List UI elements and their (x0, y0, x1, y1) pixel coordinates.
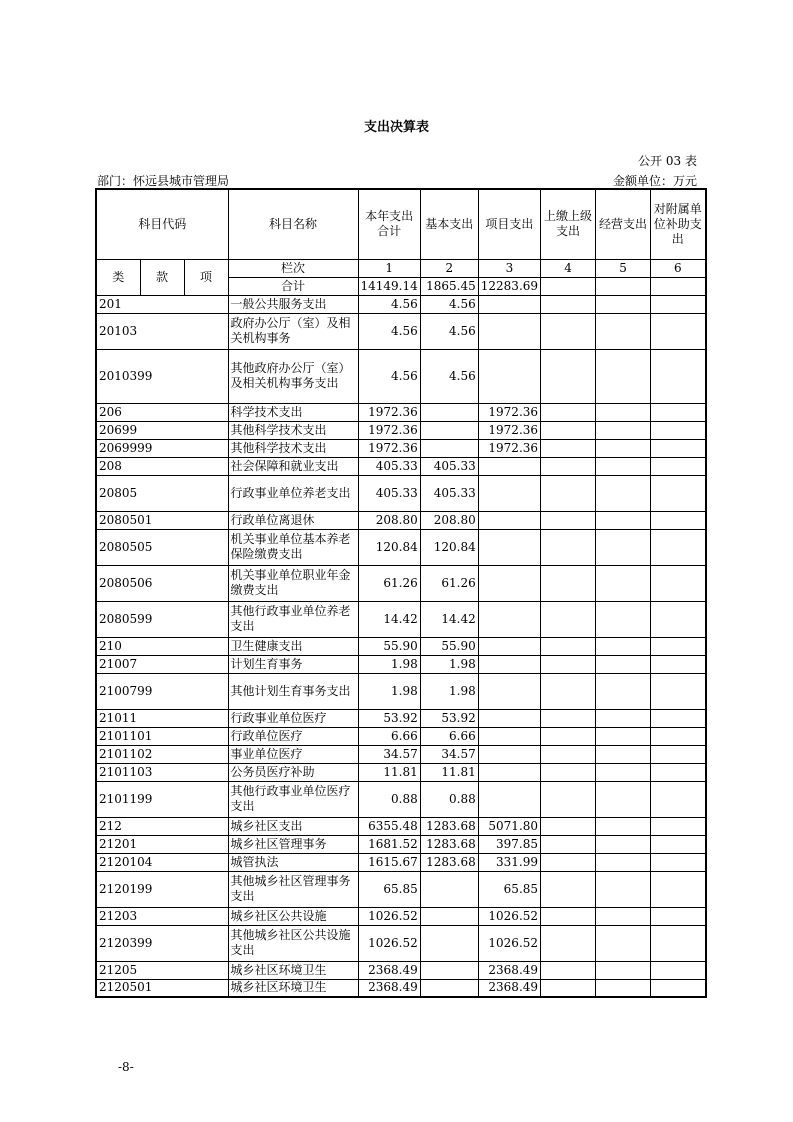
row-name: 卫生健康支出 (228, 637, 358, 655)
row-name: 城乡社区公共设施 (228, 907, 358, 925)
table-row (96, 817, 706, 835)
row-code: 21205 (96, 961, 228, 979)
row-project (478, 637, 540, 655)
row-business (596, 295, 651, 313)
row-name: 社会保障和就业支出 (228, 457, 358, 475)
row-basic: 61.26 (420, 565, 478, 601)
table-row (96, 295, 706, 313)
row-business (596, 457, 651, 475)
table-row (96, 403, 706, 421)
row-basic (420, 979, 478, 997)
row-upper (541, 781, 596, 817)
row-name: 一般公共服务支出 (228, 295, 358, 313)
row-basic: 0.88 (420, 781, 478, 817)
row-business (596, 853, 651, 871)
row-code: 2080505 (96, 529, 228, 565)
row-subsidy (651, 529, 706, 565)
table-row (96, 853, 706, 871)
table-row (96, 835, 706, 853)
form-code: 公开 03 表 (638, 154, 697, 168)
row-upper (541, 655, 596, 673)
row-upper (541, 979, 596, 997)
row-business (596, 313, 651, 349)
row-name: 其他计划生育事务支出 (228, 673, 358, 709)
row-upper (541, 457, 596, 475)
table-row (96, 637, 706, 655)
row-total: 2368.49 (358, 979, 420, 997)
row-total: 1026.52 (358, 907, 420, 925)
row-code: 20805 (96, 475, 228, 511)
row-total: 4.56 (358, 313, 420, 349)
row-basic (420, 907, 478, 925)
row-upper (541, 295, 596, 313)
row-project (478, 295, 540, 313)
table-row (96, 439, 706, 457)
table-row (96, 349, 706, 403)
row-project: 1972.36 (478, 421, 540, 439)
row-upper (541, 835, 596, 853)
row-upper (541, 475, 596, 511)
row-project: 1026.52 (478, 925, 540, 961)
row-basic (420, 421, 478, 439)
row-subsidy (651, 655, 706, 673)
row-total: 6.66 (358, 727, 420, 745)
row-business (596, 871, 651, 907)
row-subsidy (651, 907, 706, 925)
row-business (596, 349, 651, 403)
header-column-no: 栏次 (228, 259, 358, 277)
row-project (478, 745, 540, 763)
row-total: 1972.36 (358, 403, 420, 421)
row-subsidy (651, 349, 706, 403)
row-business (596, 961, 651, 979)
row-code: 2100799 (96, 673, 228, 709)
row-total: 1972.36 (358, 439, 420, 457)
header-basic: 基本支出 (420, 189, 478, 259)
row-project (478, 781, 540, 817)
row-basic (420, 871, 478, 907)
row-name: 行政单位离退休 (228, 511, 358, 529)
row-business (596, 817, 651, 835)
header-lei: 类 (96, 259, 140, 295)
row-subsidy (651, 601, 706, 637)
row-code: 2120199 (96, 871, 228, 907)
row-project: 1972.36 (478, 403, 540, 421)
row-project: 331.99 (478, 853, 540, 871)
row-subsidy (651, 709, 706, 727)
row-code: 21007 (96, 655, 228, 673)
header-subject-code: 科目代码 (96, 189, 228, 259)
row-code: 210 (96, 637, 228, 655)
row-business (596, 655, 651, 673)
row-total: 4.56 (358, 349, 420, 403)
row-subsidy (651, 295, 706, 313)
row-code: 2101103 (96, 763, 228, 781)
row-total: 65.85 (358, 871, 420, 907)
row-name: 城乡社区管理事务 (228, 835, 358, 853)
row-total: 1026.52 (358, 925, 420, 961)
row-name: 科学技术支出 (228, 403, 358, 421)
row-business (596, 565, 651, 601)
table-row (96, 565, 706, 601)
row-total: 1.98 (358, 655, 420, 673)
row-business (596, 925, 651, 961)
total-row-subsidy (651, 277, 706, 295)
row-upper (541, 925, 596, 961)
row-total: 1972.36 (358, 421, 420, 439)
row-total: 4.56 (358, 295, 420, 313)
row-basic: 4.56 (420, 349, 478, 403)
row-basic: 1283.68 (420, 853, 478, 871)
row-code: 2101101 (96, 727, 228, 745)
row-upper (541, 403, 596, 421)
row-total: 6355.48 (358, 817, 420, 835)
unit-label: 金额单位：万元 (612, 174, 697, 188)
row-basic: 53.92 (420, 709, 478, 727)
row-upper (541, 709, 596, 727)
row-upper (541, 673, 596, 709)
row-upper (541, 637, 596, 655)
row-code: 2080506 (96, 565, 228, 601)
row-project (478, 475, 540, 511)
row-business (596, 727, 651, 745)
row-total: 0.88 (358, 781, 420, 817)
row-total: 1.98 (358, 673, 420, 709)
row-business (596, 709, 651, 727)
row-business (596, 763, 651, 781)
row-business (596, 907, 651, 925)
row-basic: 34.57 (420, 745, 478, 763)
row-code: 2120104 (96, 853, 228, 871)
row-total: 405.33 (358, 457, 420, 475)
row-project: 2368.49 (478, 961, 540, 979)
row-upper (541, 565, 596, 601)
row-upper (541, 511, 596, 529)
header-upper: 上缴上级支出 (541, 189, 596, 259)
row-code: 21011 (96, 709, 228, 727)
row-project (478, 511, 540, 529)
row-subsidy (651, 871, 706, 907)
total-row-upper (541, 277, 596, 295)
row-project (478, 601, 540, 637)
row-subsidy (651, 565, 706, 601)
row-name: 其他政府办公厅（室）及相关机构事务支出 (228, 349, 358, 403)
row-project (478, 655, 540, 673)
row-project: 397.85 (478, 835, 540, 853)
row-basic: 1283.68 (420, 835, 478, 853)
row-upper (541, 853, 596, 871)
row-name: 城乡社区支出 (228, 817, 358, 835)
table-row (96, 529, 706, 565)
row-name: 行政事业单位医疗 (228, 709, 358, 727)
row-basic: 405.33 (420, 475, 478, 511)
row-basic: 1.98 (420, 673, 478, 709)
row-project (478, 565, 540, 601)
row-total: 34.57 (358, 745, 420, 763)
row-name: 其他科学技术支出 (228, 421, 358, 439)
row-business (596, 421, 651, 439)
row-code: 20103 (96, 313, 228, 349)
table-row (96, 979, 706, 997)
row-code: 2101102 (96, 745, 228, 763)
row-business (596, 529, 651, 565)
row-total: 53.92 (358, 709, 420, 727)
header-total: 本年支出合计 (358, 189, 420, 259)
row-name: 其他城乡社区管理事务支出 (228, 871, 358, 907)
row-subsidy (651, 763, 706, 781)
row-code: 206 (96, 403, 228, 421)
row-upper (541, 601, 596, 637)
row-code: 2120399 (96, 925, 228, 961)
table-row (96, 457, 706, 475)
row-basic: 4.56 (420, 313, 478, 349)
row-basic (420, 403, 478, 421)
row-subsidy (651, 439, 706, 457)
table-row (96, 925, 706, 961)
row-name: 其他科学技术支出 (228, 439, 358, 457)
row-name: 计划生育事务 (228, 655, 358, 673)
row-code: 2080599 (96, 601, 228, 637)
row-business (596, 673, 651, 709)
header-col2: 2 (420, 259, 478, 277)
row-total: 11.81 (358, 763, 420, 781)
header-xiang: 项 (184, 259, 228, 295)
row-name: 城管执法 (228, 853, 358, 871)
row-business (596, 475, 651, 511)
department-label: 部门：怀远县城市管理局 (97, 174, 230, 188)
row-basic: 4.56 (420, 295, 478, 313)
table-row (96, 907, 706, 925)
row-subsidy (651, 421, 706, 439)
row-business (596, 781, 651, 817)
row-name: 其他行政事业单位医疗支出 (228, 781, 358, 817)
total-row-total: 14149.14 (358, 277, 420, 295)
table-row (96, 475, 706, 511)
row-upper (541, 439, 596, 457)
row-subsidy (651, 961, 706, 979)
page-title: 支出决算表 (363, 120, 429, 135)
header-col3: 3 (478, 259, 540, 277)
header-subject-name: 科目名称 (228, 189, 358, 259)
row-basic: 120.84 (420, 529, 478, 565)
row-upper (541, 529, 596, 565)
row-upper (541, 745, 596, 763)
row-subsidy (651, 817, 706, 835)
row-subsidy (651, 925, 706, 961)
row-total: 61.26 (358, 565, 420, 601)
row-upper (541, 727, 596, 745)
row-total: 120.84 (358, 529, 420, 565)
header-col6: 6 (651, 259, 706, 277)
row-subsidy (651, 403, 706, 421)
row-basic (420, 961, 478, 979)
row-subsidy (651, 457, 706, 475)
row-name: 机关事业单位基本养老保险缴费支出 (228, 529, 358, 565)
header-col5: 5 (596, 259, 651, 277)
row-basic: 6.66 (420, 727, 478, 745)
header-kuan: 款 (140, 259, 184, 295)
row-business (596, 511, 651, 529)
row-code: 201 (96, 295, 228, 313)
row-basic: 208.80 (420, 511, 478, 529)
total-row-basic: 1865.45 (420, 277, 478, 295)
row-name: 其他城乡社区公共设施支出 (228, 925, 358, 961)
row-upper (541, 961, 596, 979)
row-project: 2368.49 (478, 979, 540, 997)
row-business (596, 601, 651, 637)
row-project (478, 727, 540, 745)
row-project (478, 673, 540, 709)
total-row-label: 合计 (228, 277, 358, 295)
table-row (96, 763, 706, 781)
row-basic: 405.33 (420, 457, 478, 475)
row-code: 21201 (96, 835, 228, 853)
row-subsidy (651, 853, 706, 871)
row-project (478, 457, 540, 475)
row-subsidy (651, 727, 706, 745)
row-total: 1615.67 (358, 853, 420, 871)
row-total: 14.42 (358, 601, 420, 637)
row-name: 公务员医疗补助 (228, 763, 358, 781)
page-number: -8- (118, 1060, 134, 1074)
row-subsidy (651, 979, 706, 997)
row-code: 2080501 (96, 511, 228, 529)
table-row (96, 511, 706, 529)
row-business (596, 439, 651, 457)
row-project: 1026.52 (478, 907, 540, 925)
row-basic: 1283.68 (420, 817, 478, 835)
row-basic: 11.81 (420, 763, 478, 781)
row-subsidy (651, 313, 706, 349)
row-total: 1681.52 (358, 835, 420, 853)
row-name: 行政事业单位养老支出 (228, 475, 358, 511)
row-subsidy (651, 745, 706, 763)
header-subsidy: 对附属单位补助支出 (651, 189, 706, 259)
row-subsidy (651, 475, 706, 511)
row-project: 65.85 (478, 871, 540, 907)
row-project (478, 709, 540, 727)
row-name: 城乡社区环境卫生 (228, 961, 358, 979)
row-business (596, 637, 651, 655)
row-subsidy (651, 637, 706, 655)
table-row (96, 781, 706, 817)
row-project (478, 313, 540, 349)
total-row-project: 12283.69 (478, 277, 540, 295)
row-business (596, 403, 651, 421)
header-col4: 4 (541, 259, 596, 277)
row-name: 城乡社区环境卫生 (228, 979, 358, 997)
row-name: 机关事业单位职业年金缴费支出 (228, 565, 358, 601)
header-project: 项目支出 (478, 189, 540, 259)
row-subsidy (651, 511, 706, 529)
row-upper (541, 313, 596, 349)
table-row (96, 709, 706, 727)
row-code: 21203 (96, 907, 228, 925)
row-upper (541, 871, 596, 907)
row-subsidy (651, 835, 706, 853)
row-name: 事业单位医疗 (228, 745, 358, 763)
row-total: 2368.49 (358, 961, 420, 979)
row-project: 5071.80 (478, 817, 540, 835)
row-subsidy (651, 673, 706, 709)
row-code: 2120501 (96, 979, 228, 997)
row-basic: 1.98 (420, 655, 478, 673)
row-business (596, 745, 651, 763)
table-row (96, 673, 706, 709)
row-basic: 55.90 (420, 637, 478, 655)
row-code: 2069999 (96, 439, 228, 457)
row-basic: 14.42 (420, 601, 478, 637)
header-business: 经营支出 (596, 189, 651, 259)
row-code: 2101199 (96, 781, 228, 817)
row-subsidy (651, 781, 706, 817)
row-basic (420, 925, 478, 961)
table-row (96, 871, 706, 907)
table-row (96, 961, 706, 979)
row-project (478, 529, 540, 565)
row-upper (541, 817, 596, 835)
row-business (596, 979, 651, 997)
row-basic (420, 439, 478, 457)
row-total: 55.90 (358, 637, 420, 655)
row-project (478, 763, 540, 781)
table-row (96, 421, 706, 439)
row-project (478, 349, 540, 403)
table-row (96, 601, 706, 637)
row-total: 405.33 (358, 475, 420, 511)
row-upper (541, 907, 596, 925)
row-code: 208 (96, 457, 228, 475)
row-name: 其他行政事业单位养老支出 (228, 601, 358, 637)
header-col1: 1 (358, 259, 420, 277)
row-code: 2010399 (96, 349, 228, 403)
table-row (96, 655, 706, 673)
row-code: 20699 (96, 421, 228, 439)
row-total: 208.80 (358, 511, 420, 529)
row-code: 212 (96, 817, 228, 835)
expenditure-table (95, 188, 707, 998)
row-upper (541, 421, 596, 439)
table-row (96, 727, 706, 745)
row-upper (541, 349, 596, 403)
row-business (596, 835, 651, 853)
row-project: 1972.36 (478, 439, 540, 457)
row-name: 行政单位医疗 (228, 727, 358, 745)
total-row-business (596, 277, 651, 295)
table-row (96, 313, 706, 349)
row-upper (541, 763, 596, 781)
row-name: 政府办公厅（室）及相关机构事务 (228, 313, 358, 349)
table-row (96, 745, 706, 763)
